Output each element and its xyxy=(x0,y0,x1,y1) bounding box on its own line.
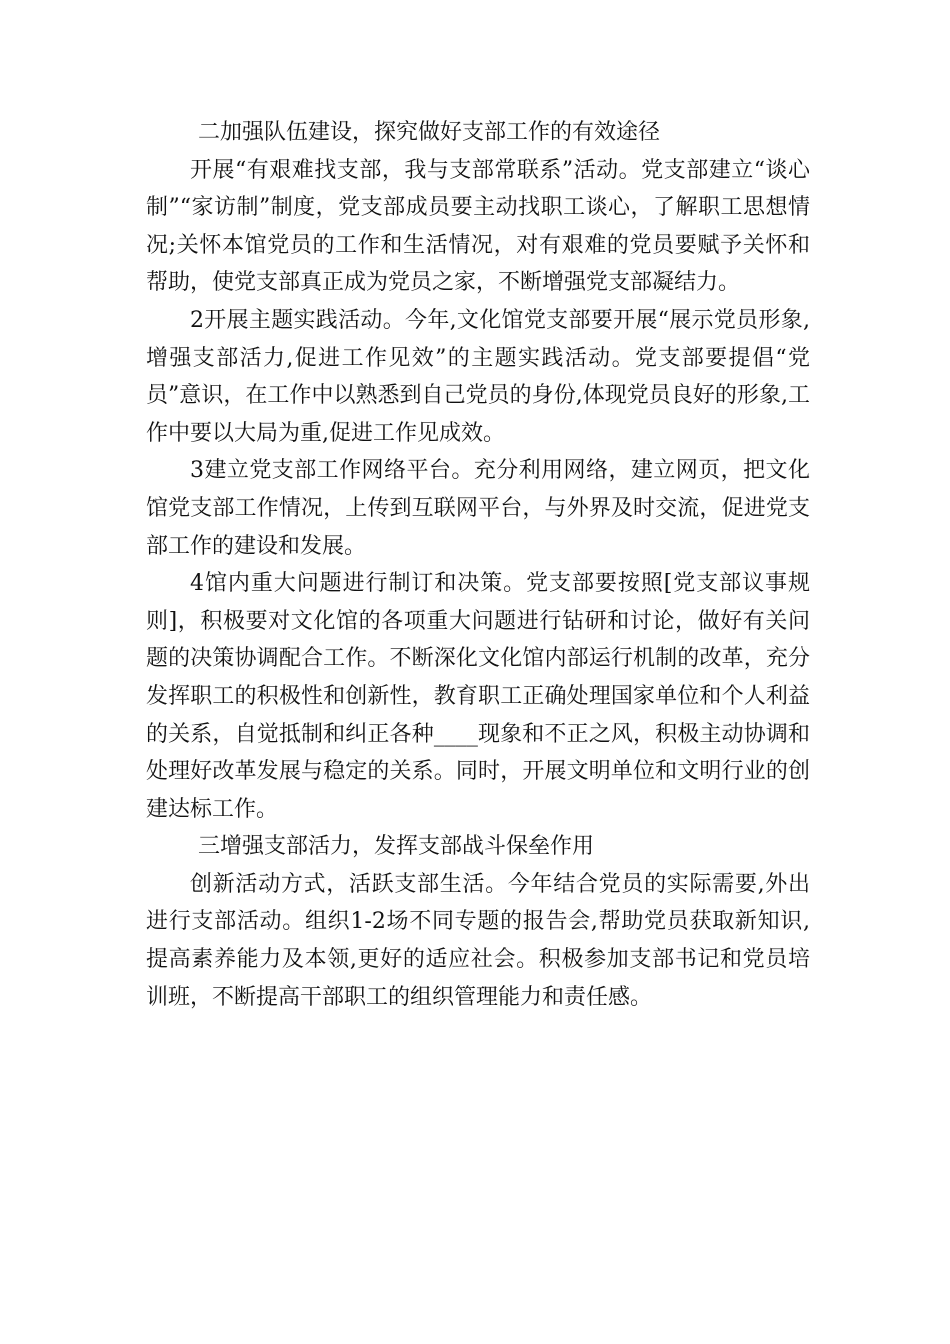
paragraph-contact-activity: 开展“有艰难找支部，我与支部常联系”活动。党支部建立“谈心制”“家访制”制度，党支部成员要主动找职工谈心，了解职工思想情况;关怀本馆党员的工作和生活情况，对有艰难的党员要赋予关怀和帮助，使党支部真正成为党员之家，不断增强党支部凝结力。 xyxy=(146,157,810,296)
section-heading-2: 二加强队伍建设，探究做好支部工作的有效途径 xyxy=(198,120,661,145)
paragraph-network-platform: 3建立党支部工作网络平台。充分利用网络，建立网页，把文化馆党支部工作情况，上传到互联网平台，与外界及时交流，促进党支部工作的建设和发展。 xyxy=(146,458,810,559)
paragraph-theme-practice: 2开展主题实践活动。今年,文化馆党支部要开展“展示党员形象,增强支部活力,促进工作见效”的主题实践活动。党支部要提倡“党员”意识，在工作中以熟悉到自己党员的身份,体现党员良好的形象,工作中要以大局为重,促进工作见成效。 xyxy=(146,307,810,446)
paragraph-innovate-activities: 创新活动方式，活跃支部生活。今年结合党员的实际需要,外出进行支部活动。组织1-2场不同专题的报告会,帮助党员获取新知识,提高素养能力及本领,更好的适应社会。积极参加支部书记和党员培训班，不断提高干部职工的组织管理能力和责任感。 xyxy=(146,871,810,1010)
paragraph-major-decisions: 4馆内重大问题进行制订和决策。党支部要按照[党支部议事规则]，积极要对文化馆的各项重大问题进行钻研和讨论，做好有关问题的决策协调配合工作。不断深化文化馆内部运行机制的改革，充分发挥职工的积极性和创新性，教育职工正确处理国家单位和个人利益的关系，自觉抵制和纠正各种____现象和不正之风，积极主动协调和处理好改革发展与稳定的关系。同时，开展文明单位和文明行业的创建达标工作。 xyxy=(146,571,810,822)
section-heading-3: 三增强支部活力，发挥支部战斗保垒作用 xyxy=(198,834,595,860)
document-body xyxy=(146,114,810,1016)
